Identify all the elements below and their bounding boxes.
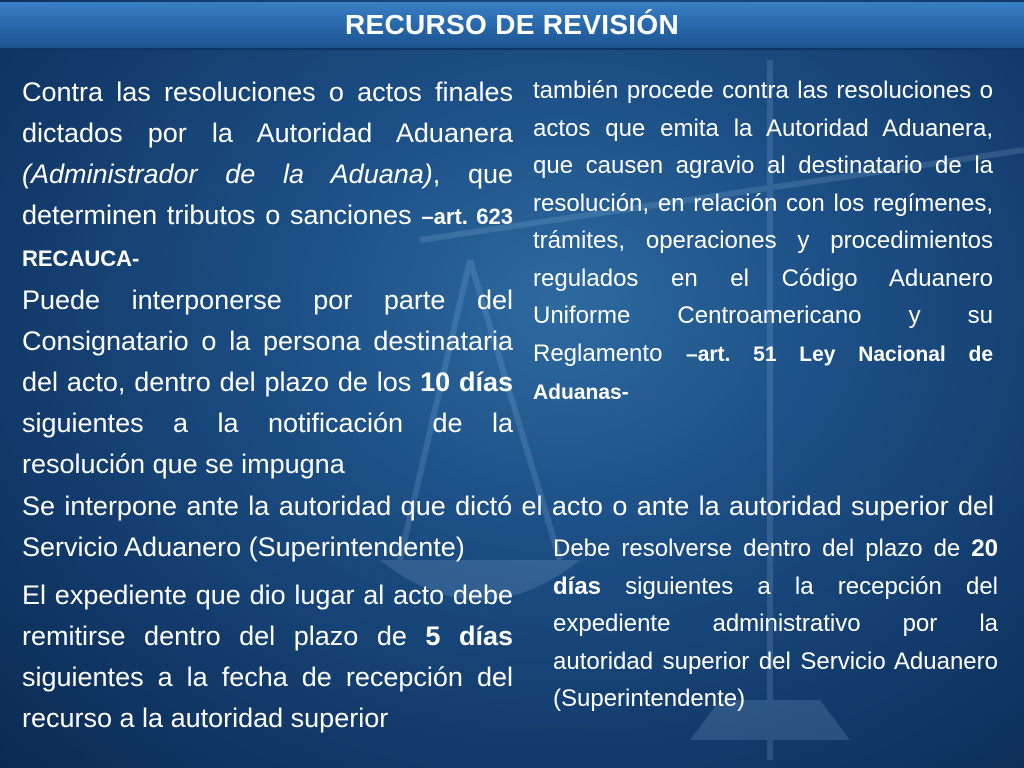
- text-block-expediente: El expediente que dio lugar al acto debe remitirse dentro del plazo de 5 días siguientes a la fecha de recepción del recurso a la autoridad superior: [22, 580, 513, 733]
- deadline-highlight: 20 días: [553, 535, 998, 600]
- text-block-tambien-procede: también procede contra las resoluciones o actos que emita la Autoridad Aduanera, que causen agravio al destinatario de la resolución, en relación con los regímenes, trámites, operaciones y procedimientos regulados en el Código Aduanero Uniforme Centroamericano y su Reglamento –art. 51 Ley Nacional de Aduanas-: [533, 77, 994, 404]
- article-reference: –art. 51 Ley Nacional de Aduanas-: [533, 342, 994, 404]
- title-bar: [0, 2, 1024, 50]
- deadline-highlight: 5 días: [425, 621, 513, 651]
- text-block-se-interpone: Se interpone ante la autoridad que dictó el acto o ante la autoridad superior del Servicio Aduanero (Superintendente): [22, 491, 994, 562]
- text-block-puede-interponerse: Puede interponerse por parte del Consignatario o la persona destinataria del acto, dentro del plazo de los 10 días siguientes a la notificación de la resolución que se impugna: [22, 285, 514, 479]
- deadline-highlight: 10 días: [420, 367, 514, 397]
- slide-title: RECURSO DE REVISIÓN: [345, 9, 679, 40]
- text-block-debe-resolverse: Debe resolverse dentro del plazo de 20 días siguientes a la recepción del expediente administrativo por la autoridad superior del Servicio Aduanero (Superintendente): [553, 535, 998, 712]
- article-reference: –art. 623 RECAUCA-: [22, 204, 513, 271]
- text-block-contra-resoluciones: Contra las resoluciones o actos finales dictados por la Autoridad Aduanera (Administrador de la Aduana), que determinen tributos o sanciones –art. 623 RECAUCA-: [22, 77, 513, 271]
